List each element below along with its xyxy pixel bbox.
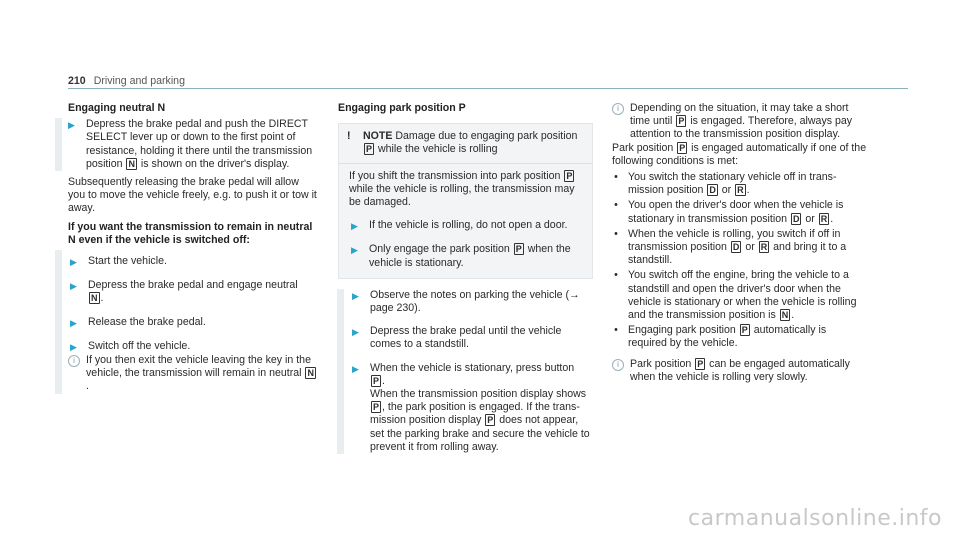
gear-key-p: P xyxy=(515,244,522,255)
paragraph: Subsequently releasing the brake pedal will allow you to move the vehicle freely, e.g. to push it or tow it away. xyxy=(68,176,317,215)
list-item: • You switch off the engine, bring the vehicle to a standstill and open the driver's door when the vehicle is stationary or when the vehicle is rolling and the transmission position is N . xyxy=(612,269,867,322)
bullet-icon: • xyxy=(614,199,618,212)
step-item: ▶ Only engage the park position P when the vehicle is stationary. xyxy=(351,243,571,269)
step-item: ▶ Depress the brake pedal until the vehicle comes to a standstill. xyxy=(352,325,562,351)
gear-key-p: P xyxy=(741,325,748,336)
gear-key-r: R xyxy=(820,213,828,224)
notice-label: NOTE xyxy=(363,130,393,143)
step-item: ▶ Depress the brake pedal and push the DIRECT SELECT lever up or down to the first point of resistance, holding it there until the transmission position N is shown on the driver's display. xyxy=(55,118,318,171)
list-item: • You open the driver's door when the vehicle is stationary in transmission position D or R . xyxy=(612,199,867,225)
warning-icon: ! xyxy=(347,130,351,143)
info-icon: i xyxy=(68,355,80,367)
gear-key-p: P xyxy=(373,375,380,386)
page-number: 210 xyxy=(68,75,86,87)
arrow-right-icon: ▶ xyxy=(351,245,358,256)
list-item: • Engaging park position P automatically is required by the vehicle. xyxy=(612,324,867,350)
arrow-right-icon: ▶ xyxy=(351,221,358,232)
gear-key-n: N xyxy=(128,158,135,169)
arrow-right-icon: ▶ xyxy=(352,290,359,301)
gear-key-p: P xyxy=(678,116,685,127)
step-item: ▶ Release the brake pedal. xyxy=(68,316,318,330)
info-icon: i xyxy=(612,103,624,115)
steps-block xyxy=(55,250,318,394)
heading-remain-neutral: If you want the transmission to remain in neutral N even if the vehicle is switched off: xyxy=(68,220,313,246)
gear-key-d: D xyxy=(792,213,800,224)
column-1 xyxy=(68,102,318,394)
arrow-right-icon: ▶ xyxy=(70,281,77,292)
info-note: i Depending on the situation, it may take a short time until P is engaged. Therefore, always pay attention to the transmission position display. xyxy=(612,102,867,142)
paragraph: Park position P is engaged automatically if one of the following conditions is met: xyxy=(612,141,867,167)
step-item: ▶ Depress the brake pedal and engage neutral N . xyxy=(70,279,298,305)
info-note: i Park position P can be engaged automatically when the vehicle is rolling very slowly. xyxy=(612,358,867,384)
notice-box: ! NOTE Damage due to engaging park position P while the vehicle is rolling If you shift the transmission into park position P while the vehicle is rolling, the transmission may be damaged. ▶ If the vehicle is rolling, do not open a door. ▶ Only engage the park position P when the vehicle is stationary. xyxy=(338,123,593,279)
bullet-icon: • xyxy=(614,269,618,282)
gear-key-n: N xyxy=(91,293,98,304)
column-3 xyxy=(612,102,867,384)
arrow-right-icon: ▶ xyxy=(70,341,77,352)
arrow-right-icon: ▶ xyxy=(70,317,77,328)
gear-key-r: R xyxy=(737,185,744,196)
step-item: ▶ Start the vehicle. xyxy=(68,255,318,269)
gear-key-n: N xyxy=(781,310,789,321)
gear-key-p: P xyxy=(366,144,373,155)
gear-key-r: R xyxy=(760,242,768,253)
heading-neutral: Engaging neutral N xyxy=(68,102,166,114)
column-2 xyxy=(338,102,593,454)
header-rule xyxy=(68,88,908,89)
step-item: ▶ Switch off the vehicle. xyxy=(68,340,318,354)
gear-key-p: P xyxy=(566,170,573,181)
arrow-right-icon: ▶ xyxy=(70,257,77,268)
info-icon: i xyxy=(612,359,624,371)
step-item: ▶ Observe the notes on parking the vehicle (→ page 230). xyxy=(352,288,580,315)
section-title: Driving and parking xyxy=(93,75,185,87)
arrow-right-icon: ▶ xyxy=(352,327,359,338)
list-item: • You switch the stationary vehicle off in transmission position D or R . xyxy=(612,171,867,197)
gear-key-p: P xyxy=(697,358,704,369)
list-item: • When the vehicle is rolling, you switch if off in transmission position D or R and bring it to a standstill. xyxy=(612,228,867,268)
steps-block xyxy=(337,289,593,454)
heading-park: Engaging park position P xyxy=(338,102,466,114)
page-header xyxy=(68,75,185,88)
gear-key-p: P xyxy=(679,142,686,153)
notice-paragraph: If you shift the transmission into park position P while the vehicle is rolling, the transmission may be damaged. xyxy=(349,169,575,209)
step-item: ▶ If the vehicle is rolling, do not open a door. xyxy=(349,219,584,233)
bullet-icon: • xyxy=(614,324,618,337)
conditions-list xyxy=(612,171,867,351)
info-note: i If you then exit the vehicle leaving the key in the vehicle, the transmission will remain in neutral N. xyxy=(68,354,318,394)
gear-key-d: D xyxy=(709,185,716,196)
step-item: ▶ When the vehicle is stationary, press button P . When the transmission position display shows P , the park position is engaged. If the transmission position display P does not appear, set the parking brake and secure the vehicle to prevent it from rolling away. xyxy=(352,361,590,453)
gear-key-d: D xyxy=(732,242,740,253)
gear-key-p: P xyxy=(487,415,494,426)
gear-key-n: N xyxy=(307,368,314,379)
arrow-right-icon: ▶ xyxy=(352,363,359,374)
gear-key-p: P xyxy=(373,402,380,413)
watermark: carmanualsonline.info xyxy=(688,505,942,531)
arrow-right-icon: ▶ xyxy=(68,120,75,131)
bullet-icon: • xyxy=(614,171,618,184)
bullet-icon: • xyxy=(614,227,618,240)
